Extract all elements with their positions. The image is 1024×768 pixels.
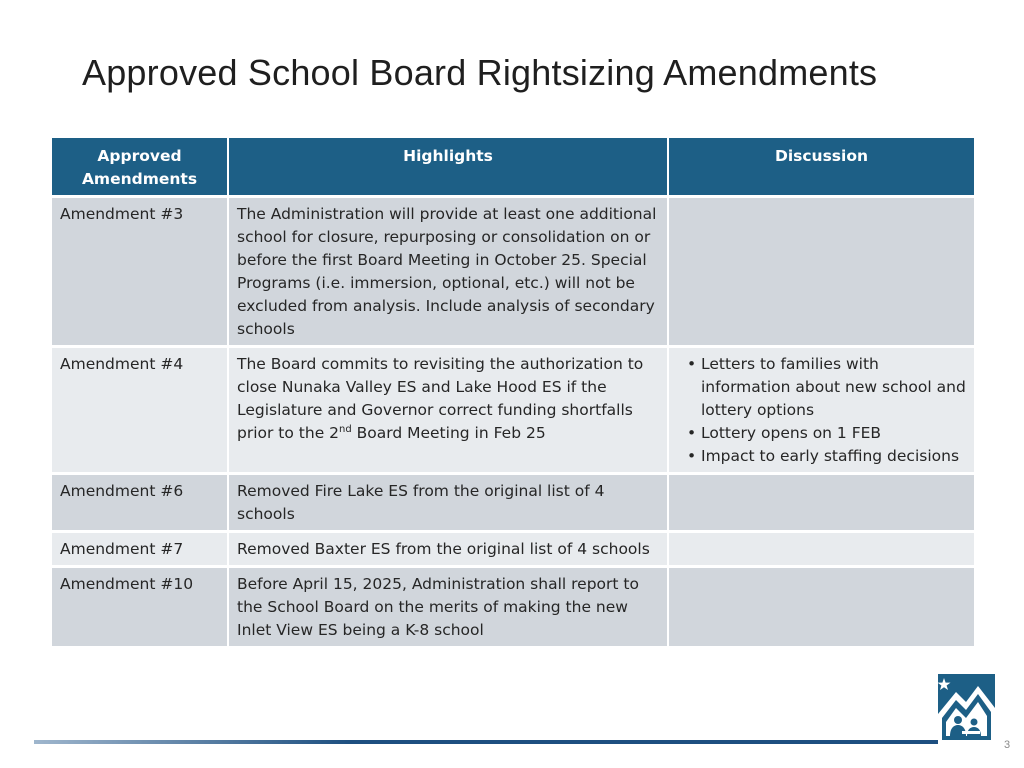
- footer-divider: [34, 740, 939, 744]
- district-logo: [938, 674, 995, 744]
- table-row: [52, 475, 974, 530]
- discussion-list: [677, 353, 966, 468]
- discussion-cell: [669, 198, 974, 345]
- district-logo-icon: [938, 674, 995, 744]
- ordinal-suffix: nd: [339, 423, 352, 435]
- highlight-cell: Before April 15, 2025, Administration shall report to the School Board on the merits of making the new Inlet View ES being a K-8 school: [229, 568, 667, 646]
- discussion-bullet: • Letters to families with information about new school and lottery options: [691, 353, 966, 422]
- slide-title: Approved School Board Rightsizing Amendments: [82, 52, 878, 93]
- discussion-cell: [669, 568, 974, 646]
- discussion-cell: [669, 533, 974, 565]
- highlight-text: The Board commits to revisiting the authorization to close Nunaka Valley ES and Lake Hood ES if the Legislature and Governor correct funding shortfalls prior to the 2: [237, 355, 644, 442]
- discussion-cell: [669, 475, 974, 530]
- table-row: [52, 198, 974, 345]
- discussion-bullet: • Lottery opens on 1 FEB: [691, 422, 966, 445]
- highlight-cell: Removed Baxter ES from the original list of 4 schools: [229, 533, 667, 565]
- highlight-cell: The Administration will provide at least one additional school for closure, repurposing or consolidation on or before the first Board Meeting in October 25. Special Programs (i.e. immersion, optional, etc.) will not be excluded from analysis. Include analysis of secondary schools: [229, 198, 667, 345]
- header-highlights: Highlights: [229, 138, 667, 195]
- table-row: [52, 533, 974, 565]
- header-approved-amendments: Approved Amendments: [52, 138, 227, 195]
- table-row: [52, 568, 974, 646]
- amendment-cell: Amendment #4: [52, 348, 227, 472]
- header-discussion: Discussion: [669, 138, 974, 195]
- amendment-cell: Amendment #10: [52, 568, 227, 646]
- discussion-cell: [669, 348, 974, 472]
- table-row: [52, 348, 974, 472]
- highlight-cell: Removed Fire Lake ES from the original list of 4 schools: [229, 475, 667, 530]
- highlight-cell: [229, 348, 667, 472]
- discussion-bullet: • Impact to early staffing decisions: [691, 445, 966, 468]
- amendment-cell: Amendment #7: [52, 533, 227, 565]
- table-header-row: [52, 138, 974, 195]
- amendment-cell: Amendment #3: [52, 198, 227, 345]
- page-number: 3: [1004, 739, 1011, 751]
- amendments-table: [50, 135, 976, 649]
- highlight-text-end: Board Meeting in Feb 25: [351, 424, 546, 442]
- amendment-cell: Amendment #6: [52, 475, 227, 530]
